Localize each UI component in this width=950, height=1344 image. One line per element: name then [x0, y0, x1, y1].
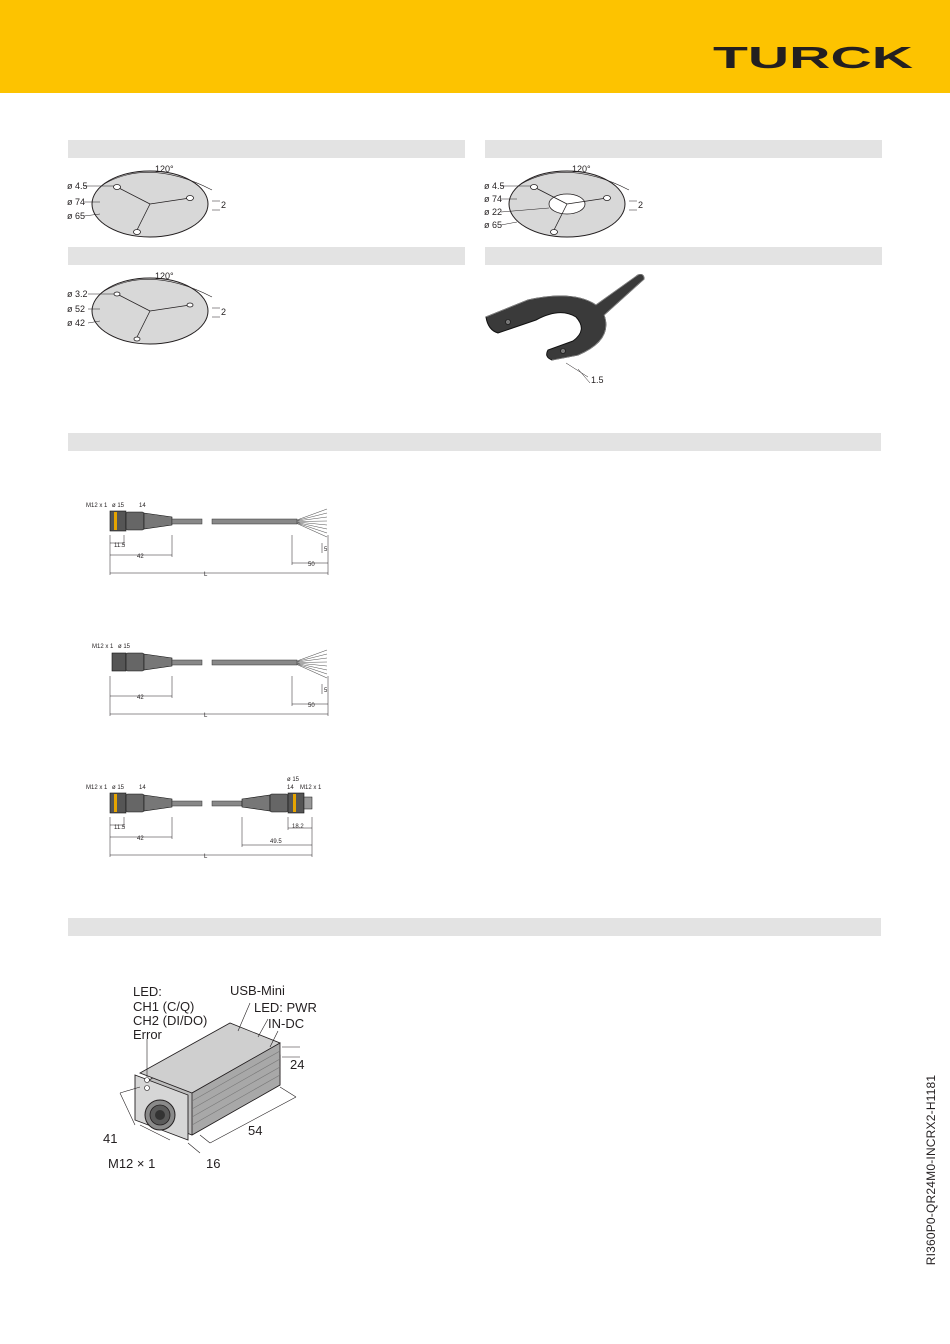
cable2-thread: M12 x 1 — [92, 644, 114, 650]
cable3-diameter-left: ø 15 — [112, 785, 125, 791]
device-usb: USB-Mini — [230, 983, 285, 998]
cable3-d2: 42 — [137, 836, 144, 842]
cable2-drawing — [82, 636, 342, 721]
device-length: 54 — [248, 1123, 263, 1138]
device-depth: 16 — [206, 1156, 221, 1171]
plate3-hole: ø 3.2 — [67, 289, 88, 299]
plate2-outer: ø 74 — [484, 194, 503, 204]
section-bar-cables — [68, 433, 881, 451]
cable3-thread-left: M12 x 1 — [86, 785, 108, 791]
header-band — [0, 0, 950, 93]
device-width: 41 — [103, 1131, 118, 1146]
turck-logo — [712, 40, 914, 74]
document-id: RI360P0-QR24M0-INCRX2-H1181 — [924, 1074, 938, 1266]
plate1-drawing — [60, 160, 240, 245]
device-height: 24 — [290, 1057, 305, 1072]
cable1-d4: 50 — [308, 562, 315, 568]
cable1-drawing — [82, 495, 342, 580]
plate3-angle: 120° — [155, 271, 174, 281]
plate3-thickness: 2 — [221, 307, 227, 317]
cable3-length: L — [204, 854, 208, 860]
section-bar-plate1 — [68, 140, 465, 158]
section-bar-plate2 — [485, 140, 882, 158]
plate3-drawing — [60, 267, 240, 352]
cable3-d6: 49.5 — [270, 839, 282, 845]
device-in-dc: IN-DC — [268, 1016, 305, 1031]
cable2-diameter: ø 15 — [118, 644, 131, 650]
plate2-thickness: 2 — [638, 200, 644, 210]
plate1-inner: ø 65 — [67, 211, 86, 221]
cable3-wrench-left: 14 — [139, 785, 146, 791]
cable1-thread: M12 x 1 — [86, 503, 108, 509]
cable1-d2: 42 — [137, 554, 144, 560]
cable1-length: L — [204, 572, 208, 578]
cable3-thread-right: M12 x 1 — [300, 785, 322, 791]
plate3-inner: ø 42 — [67, 318, 86, 328]
plate3-outer: ø 52 — [67, 304, 86, 314]
section-bar-plate3 — [68, 247, 465, 265]
plate2-angle: 120° — [572, 164, 591, 174]
plate2-inner: ø 65 — [484, 220, 503, 230]
device-ch2: CH2 (DI/DO) — [133, 1013, 208, 1028]
cable2-d2: 42 — [137, 695, 144, 701]
plate1-hole: ø 4.5 — [67, 181, 88, 191]
cable3-diameter-right: ø 15 — [287, 777, 300, 783]
cable3-d1: 11.5 — [114, 825, 126, 831]
device-ch1: CH1 (C/Q) — [133, 999, 195, 1014]
section-bar-device — [68, 918, 881, 936]
wrench-thickness: 1.5 — [591, 375, 604, 385]
plate2-drawing — [477, 160, 657, 245]
wrench-drawing — [478, 265, 668, 395]
device-led-title: LED: — [133, 984, 162, 999]
cable1-d3: 5 — [324, 547, 328, 553]
device-thread: M12 × 1 — [108, 1156, 156, 1171]
plate2-hole: ø 4.5 — [484, 181, 505, 191]
cable1-diameter: ø 15 — [112, 503, 125, 509]
section-bar-wrench — [485, 247, 882, 265]
cable3-drawing — [82, 772, 342, 862]
plate1-angle: 120° — [155, 164, 174, 174]
device-drawing — [100, 975, 350, 1185]
device-error: Error — [133, 1027, 162, 1042]
cable2-d4: 50 — [308, 703, 315, 709]
cable2-d3: 5 — [324, 688, 328, 694]
cable1-d1: 11.5 — [114, 543, 126, 549]
device-led-pwr: LED: PWR — [254, 1000, 317, 1015]
brand-name: TURCK — [713, 40, 914, 74]
plate2-center: ø 22 — [484, 207, 503, 217]
cable1-wrench: 14 — [139, 503, 146, 509]
cable3-d5: 18.2 — [292, 824, 304, 830]
plate1-outer: ø 74 — [67, 197, 86, 207]
plate1-thickness: 2 — [221, 200, 227, 210]
cable2-length: L — [204, 713, 208, 719]
cable3-wrench-right: 14 — [287, 785, 294, 791]
